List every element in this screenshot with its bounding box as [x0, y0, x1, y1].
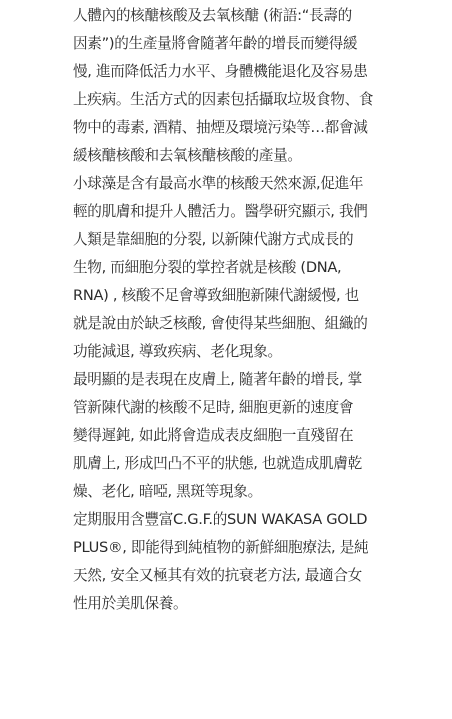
- text-line: 人體內的核醣核酸及去氧核醣 (術語:“長壽的: [73, 7, 352, 24]
- text-line: 天然, 安全又極其有效的抗衰老方法, 最適合女: [73, 567, 362, 584]
- text-line: 上疾病。生活方式的因素包括攝取垃圾食物、食: [73, 91, 374, 108]
- text-line: 小球藻是含有最高水準的核酸天然來源,促進年: [73, 175, 364, 192]
- text-line: 燥、老化, 暗啞, 黑斑等現象。: [73, 483, 262, 500]
- text-line: 就是說由於缺乏核酸, 會使得某些細胞、組織的: [73, 315, 368, 332]
- text-line: 管新陳代謝的核酸不足時, 細胞更新的速度會: [73, 399, 354, 416]
- text-line: 變得遲鈍, 如此將會造成表皮細胞一直殘留在: [73, 427, 354, 444]
- paragraph-skin-aging: [73, 366, 378, 506]
- text-line: 最明顯的是表現在皮膚上, 隨著年齡的增長, 掌: [73, 371, 362, 388]
- paragraph-chlorella: [73, 170, 378, 366]
- text-line: 物中的毒素, 酒精、抽煙及環境污染等…都會減: [73, 119, 368, 136]
- article-body: [73, 2, 378, 618]
- text-line: 功能減退, 導致疾病、老化現象。: [73, 343, 282, 360]
- text-line: 性用於美肌保養。: [73, 595, 188, 612]
- text-line: 肌膚上, 形成凹凸不平的狀態, 也就造成肌膚乾: [73, 455, 362, 472]
- text-line: 因素”)的生產量將會隨著年齡的增長而變得緩: [73, 35, 358, 52]
- text-line: 緩核醣核酸和去氧核醣核酸的產量。: [73, 147, 302, 164]
- text-line: 定期服用含豐富C.G.F.的SUN WAKASA GOLD: [73, 511, 368, 528]
- text-line: RNA) , 核酸不足會導致細胞新陳代謝緩慢, 也: [73, 287, 359, 304]
- text-line: 輕的肌膚和提升人體活力。醫學研究顯示, 我們: [73, 203, 368, 220]
- paragraph-nucleic-acid-decline: [73, 2, 378, 170]
- text-line: PLUS®, 即能得到純植物的新鮮細胞療法, 是純: [73, 539, 369, 556]
- text-line: 人類是靠細胞的分裂, 以新陳代謝方式成長的: [73, 231, 354, 248]
- text-line: 生物, 而細胞分裂的掌控者就是核酸 (DNA,: [73, 259, 342, 276]
- paragraph-product: [73, 506, 378, 618]
- text-line: 慢, 進而降低活力水平、身體機能退化及容易患: [73, 63, 368, 80]
